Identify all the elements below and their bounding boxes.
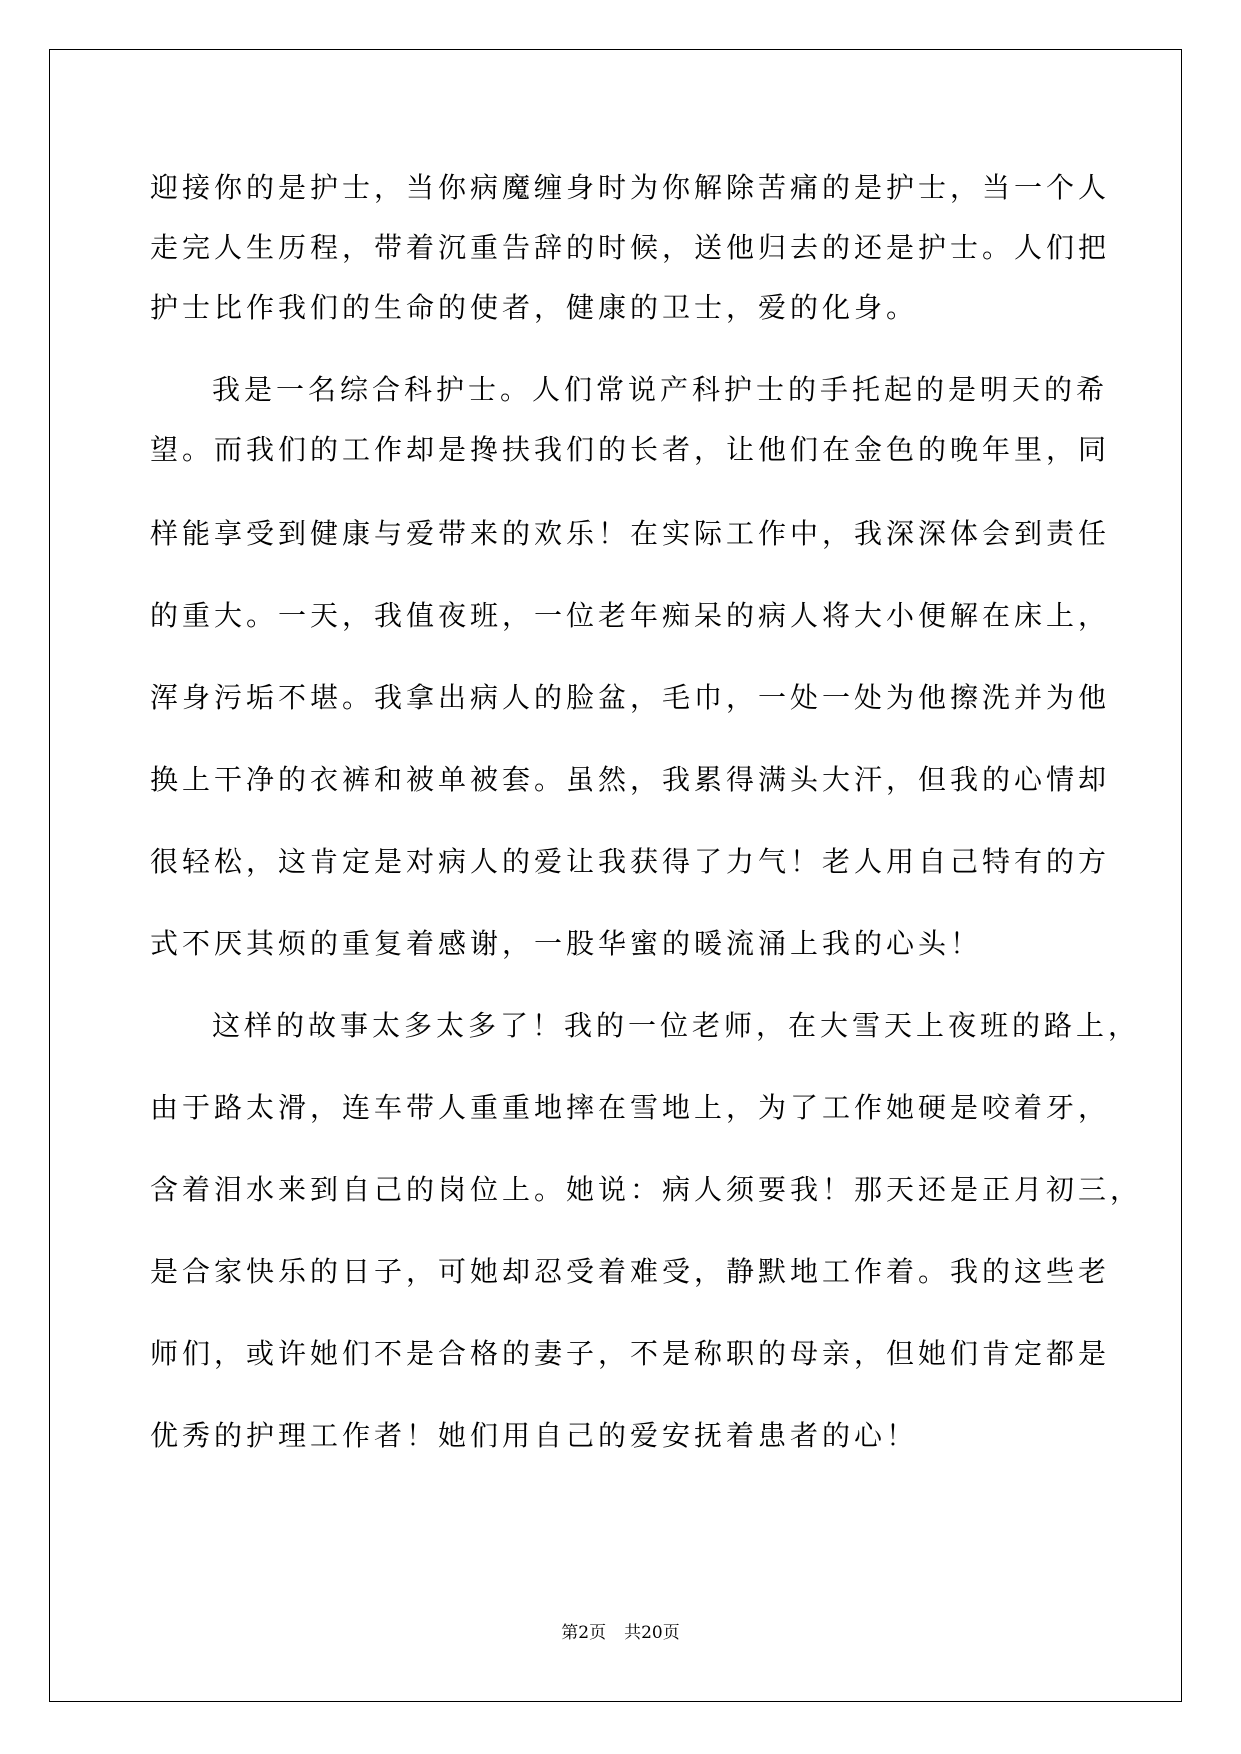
page-footer: [0, 1622, 1241, 1644]
page-number: 第2页: [561, 1623, 607, 1643]
text-line: 浑身污垢不堪。我拿出病人的脸盆，毛巾，一处一处为他擦洗并为他: [150, 681, 1111, 714]
text-line: 含着泪水来到自己的岗位上。她说：病人须要我！那天还是正月初三，: [150, 1173, 1143, 1206]
page-total: 共20页: [624, 1623, 680, 1643]
text-line: 迎接你的是护士，当你病魔缠身时为你解除苦痛的是护士，当一个人: [150, 171, 1111, 204]
text-line: 很轻松，这肯定是对病人的爱让我获得了力气！老人用自己特有的方: [150, 845, 1111, 878]
text-line: 式不厌其烦的重复着感谢，一股华蜜的暖流涌上我的心头！: [150, 927, 983, 960]
text-line: 我是一名综合科护士。人们常说产科护士的手托起的是明天的希: [212, 373, 1109, 406]
text-line: 是合家快乐的日子，可她却忍受着难受，静默地工作着。我的这些老: [150, 1255, 1111, 1288]
text-line: 走完人生历程，带着沉重告辞的时候，送他归去的还是护士。人们把: [150, 231, 1111, 264]
text-line: 望。而我们的工作却是搀扶我们的长者，让他们在金色的晚年里，同: [150, 433, 1111, 466]
text-line: 样能享受到健康与爱带来的欢乐！在实际工作中，我深深体会到责任: [150, 517, 1111, 550]
text-line: 换上干净的衣裤和被单被套。虽然，我累得满头大汗，但我的心情却: [150, 763, 1111, 796]
text-line: 由于路太滑，连车带人重重地摔在雪地上，为了工作她硬是咬着牙，: [150, 1091, 1111, 1124]
text-line: 护士比作我们的生命的使者，健康的卫士，爱的化身。: [150, 291, 919, 324]
text-line: 的重大。一天，我值夜班，一位老年痴呆的病人将大小便解在床上，: [150, 599, 1111, 632]
text-line: 师们，或许她们不是合格的妻子，不是称职的母亲，但她们肯定都是: [150, 1337, 1111, 1370]
text-line: 优秀的护理工作者！她们用自己的爱安抚着患者的心！: [150, 1419, 919, 1452]
text-line: 这样的故事太多太多了！我的一位老师，在大雪天上夜班的路上，: [212, 1009, 1141, 1042]
